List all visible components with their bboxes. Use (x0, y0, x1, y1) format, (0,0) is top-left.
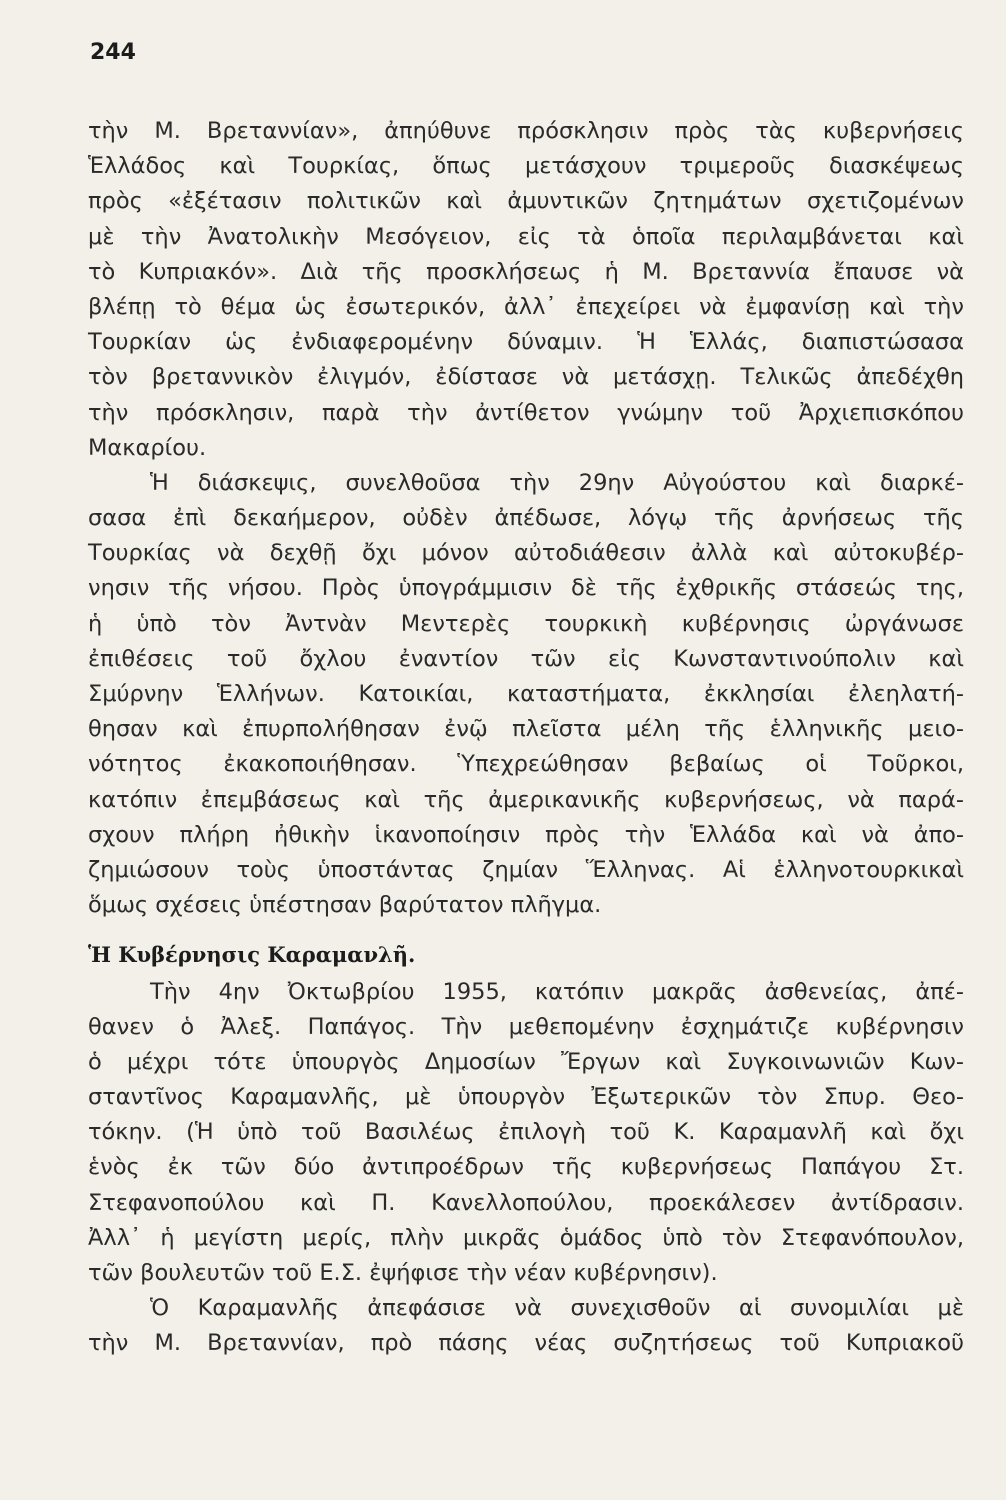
text-line: ἑνὸς ἐκ τῶν δύο ἀντιπροέδρων τῆς κυβερνήσεως Παπάγου Στ. (88, 1154, 964, 1181)
text-line: θησαν καὶ ἐπυρπολήθησαν ἐνῷ πλεῖστα μέλη τῆς ἑλληνικῆς μειο- (88, 716, 964, 743)
text-line: νησιν τῆς νήσου. Πρὸς ὑπογράμμισιν δὲ τῆς ἐχθρικῆς στάσεώς της, (88, 575, 964, 602)
text-line: Τουρκίας νὰ δεχθῇ ὄχι μόνον αὐτοδιάθεσιν ἀλλὰ καὶ αὐτοκυβέρ- (88, 540, 964, 567)
text-line: τὴν Μ. Βρεταννίαν, πρὸ πάσης νέας συζητήσεως τοῦ Κυπριακοῦ (88, 1330, 964, 1357)
paragraph-negotiations (88, 1291, 964, 1361)
text-line: Ὁ Καραμανλῆς ἀπεφάσισε νὰ συνεχισθοῦν αἱ συνομιλίαι μὲ (150, 1295, 964, 1322)
text-line: μὲ τὴν Ἀνατολικὴν Μεσόγειον, εἰς τὰ ὁποῖα περιλαμβάνεται καὶ (88, 223, 964, 250)
text-line: πρὸς «ἐξέτασιν πολιτικῶν καὶ ἀμυντικῶν ζητημάτων σχετιζομένων (88, 188, 964, 215)
text-line: θανεν ὁ Ἀλεξ. Παπάγος. Τὴν μεθεπομένην ἐσχημάτιζε κυβέρνησιν (88, 1013, 964, 1040)
text-line: σασα ἐπὶ δεκαήμερον, οὐδὲν ἀπέδωσε, λόγῳ τῆς ἀρνήσεως τῆς (88, 505, 964, 532)
text-line: Τὴν 4ην Ὀκτωβρίου 1955, κατόπιν μακρᾶς ἀσθενείας, ἀπέ- (150, 978, 964, 1005)
text-line: Μακαρίου. (88, 434, 207, 461)
text-line: ζημιώσουν τοὺς ὑποστάντας ζημίαν Ἕλληνας. Αἱ ἑλληνοτουρκικαὶ (88, 856, 964, 883)
paragraph-karamanlis-government (88, 975, 964, 1292)
text-line: βλέπῃ τὸ θέμα ὡς ἐσωτερικόν, ἀλλ᾽ ἐπεχείρει νὰ ἐμφανίσῃ καὶ τὴν (88, 293, 964, 320)
text-line: σχουν πλήρη ἠθικὴν ἱκανοποίησιν πρὸς τὴν Ἑλλάδα καὶ νὰ ἀπο- (88, 821, 964, 848)
text-line: Τουρκίαν ὡς ἐνδιαφερομένην δύναμιν. Ἡ Ἑλλάς, διαπιστώσασα (88, 329, 964, 356)
text-line: Ἑλλάδος καὶ Τουρκίας, ὅπως μετάσχουν τριμεροῦς διασκέψεως (88, 153, 964, 180)
text-line: Ἀλλ᾽ ἡ μεγίστη μερίς, πλὴν μικρᾶς ὁμάδος ὑπὸ τὸν Στεφανόπουλον, (88, 1224, 964, 1251)
text-line: ἐπιθέσεις τοῦ ὄχλου ἐναντίον τῶν εἰς Κωνσταντινούπολιν καὶ (88, 645, 964, 672)
text-line: κατόπιν ἐπεμβάσεως καὶ τῆς ἀμερικανικῆς κυβερνήσεως, νὰ παρά- (88, 786, 964, 813)
text-line: Σμύρνην Ἑλλήνων. Κατοικίαι, καταστήματα, ἐκκλησίαι ἐλεηλατή- (88, 681, 964, 707)
text-line: τὴν πρόσκλησιν, παρὰ τὴν ἀντίθετον γνώμην τοῦ Ἀρχιεπισκόπου (88, 399, 964, 426)
text-line: ὁ μέχρι τότε ὑπουργὸς Δημοσίων Ἔργων καὶ Συγκοινωνιῶν Κων- (88, 1048, 964, 1075)
text-line: τὸ Κυπριακόν». Διὰ τῆς προσκλήσεως ἡ Μ. Βρεταννία ἔπαυσε νὰ (88, 258, 964, 285)
page-number: 244 (90, 40, 136, 65)
text-line: τόκην. (Ἡ ὑπὸ τοῦ Βασιλέως ἐπιλογὴ τοῦ Κ. Καραμανλῆ καὶ ὄχι (88, 1119, 964, 1146)
text-line: τῶν βουλευτῶν τοῦ Ε.Σ. ἐψήφισε τὴν νέαν κυβέρνησιν). (88, 1260, 718, 1286)
text-line: Στεφανοπούλου καὶ Π. Κανελλοπούλου, προεκάλεσεν ἀντίδρασιν. (88, 1189, 964, 1216)
text-line: Ἡ διάσκεψις, συνελθοῦσα τὴν 29ην Αὐγούστου καὶ διαρκέ- (150, 469, 964, 496)
paragraph-invitation (88, 114, 964, 466)
text-line: ἡ ὑπὸ τὸν Ἀντνὰν Μεντερὲς τουρκικὴ κυβέρνησις ὠργάνωσε (88, 610, 964, 637)
section-heading: Ἡ Κυβέρνησις Καραμανλῆ. (88, 942, 416, 968)
text-line: τὴν Μ. Βρεταννίαν», ἀπηύθυνε πρόσκλησιν πρὸς τὰς κυβερνήσεις (88, 118, 964, 144)
text-line: τὸν βρεταννικὸν ἐλιγμόν, ἐδίστασε νὰ μετάσχῃ. Τελικῶς ἀπεδέχθη (88, 364, 964, 391)
text-line: ὅμως σχέσεις ὑπέστησαν βαρύτατον πλῆγμα. (88, 892, 602, 919)
text-line: νότητος ἐκακοποιήθησαν. Ὑπεχρεώθησαν βεβαίως οἱ Τοῦρκοι, (88, 751, 964, 778)
paragraph-conference (88, 466, 964, 923)
body-text (88, 114, 964, 1362)
text-line: σταντῖνος Καραμανλῆς, μὲ ὑπουργὸν Ἐξωτερικῶν τὸν Σπυρ. Θεο- (88, 1084, 964, 1111)
